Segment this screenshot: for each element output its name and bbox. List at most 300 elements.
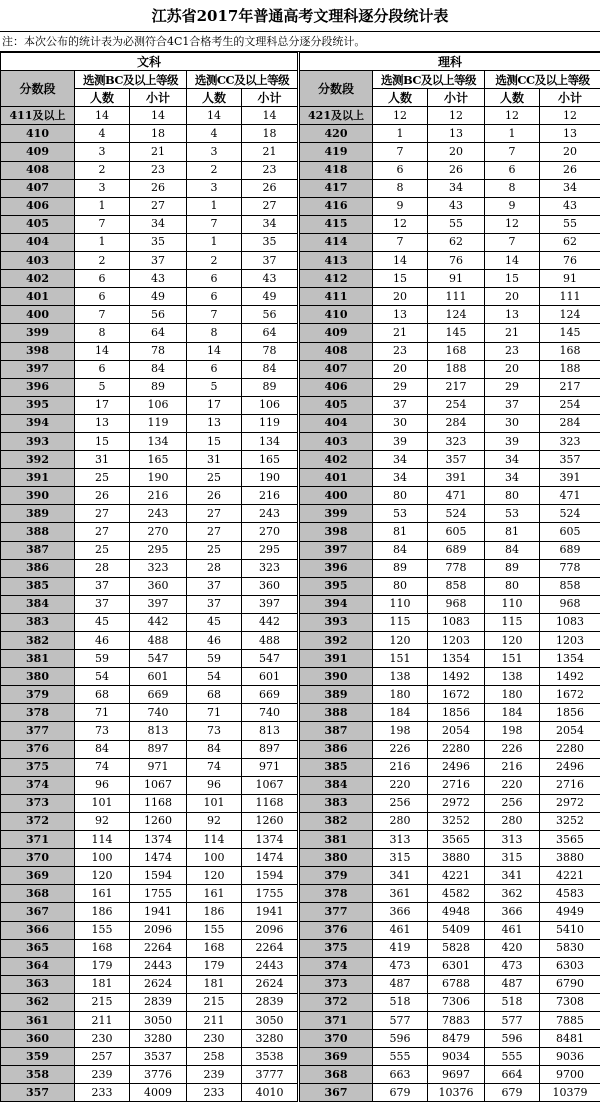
wen-cc-count-cell: 84 bbox=[187, 740, 242, 758]
wen-cc-count-cell: 14 bbox=[187, 342, 242, 360]
wen-cc-cum-cell: 2624 bbox=[242, 975, 299, 993]
li-cc-cum-cell: 357 bbox=[540, 451, 600, 469]
wen-cc-cum-cell: 34 bbox=[242, 215, 299, 233]
li-cc-count-cell: 596 bbox=[485, 1030, 540, 1048]
table-row bbox=[1, 1084, 600, 1102]
wen-bc-count-cell: 155 bbox=[75, 921, 130, 939]
li-segment-cell: 398 bbox=[299, 523, 373, 541]
li-bc-count-cell: 8 bbox=[373, 179, 428, 197]
li-bc-cum-cell: 145 bbox=[428, 324, 485, 342]
wen-cc-count-cell: 25 bbox=[187, 469, 242, 487]
wen-bc-count-cell: 230 bbox=[75, 1030, 130, 1048]
li-bc-count-cell: 461 bbox=[373, 921, 428, 939]
li-segment-cell: 377 bbox=[299, 903, 373, 921]
wen-segment-cell: 362 bbox=[1, 993, 75, 1011]
table-row bbox=[1, 577, 600, 595]
li-cc-count-cell: 341 bbox=[485, 867, 540, 885]
wen-cc-cum-cell: 3050 bbox=[242, 1011, 299, 1029]
li-cc-count-cell: 6 bbox=[485, 161, 540, 179]
table-row bbox=[1, 740, 600, 758]
wen-cc-count-cell: 14 bbox=[187, 107, 242, 125]
li-cc-cum-cell: 188 bbox=[540, 360, 600, 378]
li-cc-cum-cell: 1672 bbox=[540, 686, 600, 704]
wen-segment-cell: 406 bbox=[1, 197, 75, 215]
wen-cc-count-cell: 6 bbox=[187, 288, 242, 306]
wen-bc-count-cell: 74 bbox=[75, 758, 130, 776]
wen-cc-cum-cell: 295 bbox=[242, 541, 299, 559]
li-cc-count-cell: 138 bbox=[485, 668, 540, 686]
li-cc-cum-cell: 2280 bbox=[540, 740, 600, 758]
li-bc-count-cell: 256 bbox=[373, 794, 428, 812]
li-segment-cell: 382 bbox=[299, 812, 373, 830]
li-cc-cum-cell: 43 bbox=[540, 197, 600, 215]
li-bc-count-cell: 361 bbox=[373, 885, 428, 903]
li-bc-count-cell: 29 bbox=[373, 378, 428, 396]
li-bc-cum-cell: 111 bbox=[428, 288, 485, 306]
li-bc-count-cell: 180 bbox=[373, 686, 428, 704]
wen-bc-count-cell: 233 bbox=[75, 1084, 130, 1102]
wen-cc-count-cell: 46 bbox=[187, 632, 242, 650]
table-row bbox=[1, 233, 600, 251]
wen-bc-count-cell: 96 bbox=[75, 776, 130, 794]
wen-bc-count-cell: 37 bbox=[75, 577, 130, 595]
li-bc-cum-cell: 9034 bbox=[428, 1048, 485, 1066]
table-row bbox=[1, 161, 600, 179]
wen-segment-cell: 382 bbox=[1, 632, 75, 650]
wen-cc-cum-cell: 78 bbox=[242, 342, 299, 360]
wen-cc-cum-cell: 216 bbox=[242, 487, 299, 505]
wen-cc-cum-cell: 1941 bbox=[242, 903, 299, 921]
wen-cc-cum-cell: 1594 bbox=[242, 867, 299, 885]
li-segment-cell: 379 bbox=[299, 867, 373, 885]
li-cc-cum-cell: 62 bbox=[540, 233, 600, 251]
li-bc-cum-cell: 254 bbox=[428, 396, 485, 414]
li-bc-cum-cell: 689 bbox=[428, 541, 485, 559]
li-bc-cum-cell: 4582 bbox=[428, 885, 485, 903]
wen-cc-cum-cell: 134 bbox=[242, 432, 299, 450]
li-bc-count-cell: 184 bbox=[373, 704, 428, 722]
li-cc-cum-cell: 3252 bbox=[540, 812, 600, 830]
wen-bc-cum-cell: 360 bbox=[130, 577, 187, 595]
wen-bc-count-cell: 168 bbox=[75, 939, 130, 957]
wen-cc-cum-cell: 1168 bbox=[242, 794, 299, 812]
li-segment-cell: 414 bbox=[299, 233, 373, 251]
li-bc-cum-cell: 62 bbox=[428, 233, 485, 251]
wen-bc-cum-cell: 26 bbox=[130, 179, 187, 197]
wen-bc-cum-cell: 119 bbox=[130, 414, 187, 432]
wen-segment-cell: 384 bbox=[1, 595, 75, 613]
wen-bc-cum-cell: 1755 bbox=[130, 885, 187, 903]
li-bc-header: 选测BC及以上等级 bbox=[373, 71, 485, 89]
li-bc-cum-cell: 968 bbox=[428, 595, 485, 613]
li-cc-count-cell: 37 bbox=[485, 396, 540, 414]
li-bc-count-cell: 473 bbox=[373, 957, 428, 975]
wen-cc-cum-cell: 2839 bbox=[242, 993, 299, 1011]
wen-segment-cell: 373 bbox=[1, 794, 75, 812]
li-segment-cell: 418 bbox=[299, 161, 373, 179]
li-bc-count-cell: 15 bbox=[373, 270, 428, 288]
wen-cc-cum-cell: 56 bbox=[242, 306, 299, 324]
li-segment-cell: 410 bbox=[299, 306, 373, 324]
table-row bbox=[1, 595, 600, 613]
table-row bbox=[1, 559, 600, 577]
li-cc-cum-cell: 7885 bbox=[540, 1011, 600, 1029]
wen-cc-cum-cell: 165 bbox=[242, 451, 299, 469]
wen-cc-count-cell: 161 bbox=[187, 885, 242, 903]
wen-cc-count-cell: 258 bbox=[187, 1048, 242, 1066]
li-bc-cum-cell: 6788 bbox=[428, 975, 485, 993]
li-segment-cell: 400 bbox=[299, 487, 373, 505]
li-bc-count-cell: 341 bbox=[373, 867, 428, 885]
li-cc-cum-cell: 9036 bbox=[540, 1048, 600, 1066]
wen-bc-cum-cell: 2624 bbox=[130, 975, 187, 993]
li-segment-cell: 367 bbox=[299, 1084, 373, 1102]
table-row bbox=[1, 107, 600, 125]
page-title: 江苏省2017年普通高考文理科逐分段统计表 bbox=[0, 0, 600, 32]
wen-bc-count-cell: 25 bbox=[75, 541, 130, 559]
wen-cc-cum-cell: 1474 bbox=[242, 849, 299, 867]
wen-cc-count-cell: 3 bbox=[187, 179, 242, 197]
wen-bc-cum-cell: 3537 bbox=[130, 1048, 187, 1066]
wen-bc-cum-cell: 43 bbox=[130, 270, 187, 288]
li-bc-count-cell: 151 bbox=[373, 650, 428, 668]
li-bc-cum-cell: 778 bbox=[428, 559, 485, 577]
li-cc-count-cell: 220 bbox=[485, 776, 540, 794]
wen-bc-cum-cell: 23 bbox=[130, 161, 187, 179]
wen-segment-cell: 378 bbox=[1, 704, 75, 722]
wen-cc-cum-cell: 84 bbox=[242, 360, 299, 378]
wen-cc-count-cell: 5 bbox=[187, 378, 242, 396]
li-bc-count-cell: 80 bbox=[373, 577, 428, 595]
li-cc-count-cell: 664 bbox=[485, 1066, 540, 1084]
wen-bc-header: 选测BC及以上等级 bbox=[75, 71, 187, 89]
li-segment-cell: 420 bbox=[299, 125, 373, 143]
li-cc-count-cell: 34 bbox=[485, 451, 540, 469]
li-bc-count-cell: 198 bbox=[373, 722, 428, 740]
li-bc-count-cell: 9 bbox=[373, 197, 428, 215]
li-bc-cum-cell: 3880 bbox=[428, 849, 485, 867]
wen-cc-count-cell: 3 bbox=[187, 143, 242, 161]
wen-segment-header: 分数段 bbox=[1, 71, 75, 107]
table-row bbox=[1, 451, 600, 469]
table-row bbox=[1, 794, 600, 812]
wen-bc-cum-cell: 3050 bbox=[130, 1011, 187, 1029]
wen-cc-cum-cell: 897 bbox=[242, 740, 299, 758]
li-bc-count-cell: 21 bbox=[373, 324, 428, 342]
wen-bc-cum-cell: 270 bbox=[130, 523, 187, 541]
li-cc-count-cell: 39 bbox=[485, 432, 540, 450]
li-cc-count-cell: 80 bbox=[485, 577, 540, 595]
li-bc-count-cell: 84 bbox=[373, 541, 428, 559]
wen-bc-count-cell: 25 bbox=[75, 469, 130, 487]
li-bc-cum-cell: 3565 bbox=[428, 831, 485, 849]
wen-bc-cum-cell: 134 bbox=[130, 432, 187, 450]
wen-cc-cum-cell: 547 bbox=[242, 650, 299, 668]
wen-cc-count-cell: 17 bbox=[187, 396, 242, 414]
wen-bc-count-cell: 27 bbox=[75, 523, 130, 541]
li-cc-count-cell: 9 bbox=[485, 197, 540, 215]
wen-cc-cum-header: 小计 bbox=[242, 89, 299, 107]
li-segment-cell: 409 bbox=[299, 324, 373, 342]
li-segment-cell: 411 bbox=[299, 288, 373, 306]
li-bc-count-cell: 53 bbox=[373, 505, 428, 523]
li-cc-count-cell: 23 bbox=[485, 342, 540, 360]
wen-bc-cum-cell: 2443 bbox=[130, 957, 187, 975]
li-bc-cum-cell: 168 bbox=[428, 342, 485, 360]
wen-bc-count-cell: 59 bbox=[75, 650, 130, 668]
wen-cc-count-cell: 114 bbox=[187, 831, 242, 849]
li-bc-cum-cell: 2054 bbox=[428, 722, 485, 740]
wen-cc-cum-cell: 1374 bbox=[242, 831, 299, 849]
li-cc-cum-cell: 5410 bbox=[540, 921, 600, 939]
li-segment-cell: 403 bbox=[299, 432, 373, 450]
wen-cc-cum-cell: 21 bbox=[242, 143, 299, 161]
li-cc-cum-cell: 20 bbox=[540, 143, 600, 161]
li-segment-cell: 419 bbox=[299, 143, 373, 161]
li-cc-cum-cell: 2496 bbox=[540, 758, 600, 776]
table-row bbox=[1, 1011, 600, 1029]
li-bc-cum-cell: 2280 bbox=[428, 740, 485, 758]
wen-segment-cell: 393 bbox=[1, 432, 75, 450]
wen-bc-count-cell: 15 bbox=[75, 432, 130, 450]
wen-cc-cum-cell: 23 bbox=[242, 161, 299, 179]
wen-cc-cum-cell: 397 bbox=[242, 595, 299, 613]
li-segment-cell: 372 bbox=[299, 993, 373, 1011]
wen-bc-cum-cell: 4009 bbox=[130, 1084, 187, 1102]
li-cc-cum-cell: 6790 bbox=[540, 975, 600, 993]
wen-bc-cum-cell: 190 bbox=[130, 469, 187, 487]
table-row bbox=[1, 469, 600, 487]
li-segment-cell: 375 bbox=[299, 939, 373, 957]
li-bc-cum-cell: 524 bbox=[428, 505, 485, 523]
li-bc-count-cell: 110 bbox=[373, 595, 428, 613]
wen-segment-cell: 399 bbox=[1, 324, 75, 342]
wen-cc-cum-cell: 740 bbox=[242, 704, 299, 722]
wen-bc-cum-cell: 971 bbox=[130, 758, 187, 776]
li-segment-cell: 396 bbox=[299, 559, 373, 577]
wen-cc-cum-cell: 4010 bbox=[242, 1084, 299, 1102]
li-segment-cell: 408 bbox=[299, 342, 373, 360]
li-bc-cum-cell: 605 bbox=[428, 523, 485, 541]
wen-segment-cell: 397 bbox=[1, 360, 75, 378]
li-cc-cum-cell: 2972 bbox=[540, 794, 600, 812]
li-bc-cum-cell: 357 bbox=[428, 451, 485, 469]
wen-cc-cum-cell: 18 bbox=[242, 125, 299, 143]
wen-bc-cum-cell: 78 bbox=[130, 342, 187, 360]
li-cc-cum-cell: 26 bbox=[540, 161, 600, 179]
li-cc-count-cell: 151 bbox=[485, 650, 540, 668]
wen-segment-cell: 390 bbox=[1, 487, 75, 505]
table-row bbox=[1, 197, 600, 215]
li-cc-cum-cell: 1354 bbox=[540, 650, 600, 668]
table-row bbox=[1, 432, 600, 450]
table-row bbox=[1, 270, 600, 288]
li-bc-cum-cell: 20 bbox=[428, 143, 485, 161]
wen-cc-header: 选测CC及以上等级 bbox=[187, 71, 299, 89]
wen-segment-cell: 407 bbox=[1, 179, 75, 197]
li-bc-count-cell: 6 bbox=[373, 161, 428, 179]
li-cc-count-cell: 280 bbox=[485, 812, 540, 830]
li-cc-count-cell: 8 bbox=[485, 179, 540, 197]
wen-cc-cum-cell: 3280 bbox=[242, 1030, 299, 1048]
li-cc-cum-cell: 4583 bbox=[540, 885, 600, 903]
wen-segment-cell: 367 bbox=[1, 903, 75, 921]
li-bc-cum-cell: 188 bbox=[428, 360, 485, 378]
li-bc-count-cell: 679 bbox=[373, 1084, 428, 1102]
table-row bbox=[1, 632, 600, 650]
score-table bbox=[0, 52, 600, 1102]
li-segment-cell: 392 bbox=[299, 632, 373, 650]
li-segment-cell: 399 bbox=[299, 505, 373, 523]
li-segment-cell: 417 bbox=[299, 179, 373, 197]
li-bc-cum-cell: 1083 bbox=[428, 613, 485, 631]
wen-segment-cell: 377 bbox=[1, 722, 75, 740]
table-row bbox=[1, 378, 600, 396]
li-bc-cum-cell: 471 bbox=[428, 487, 485, 505]
wen-cc-cum-cell: 119 bbox=[242, 414, 299, 432]
table-row bbox=[1, 215, 600, 233]
li-bc-count-cell: 518 bbox=[373, 993, 428, 1011]
li-segment-cell: 368 bbox=[299, 1066, 373, 1084]
li-bc-count-cell: 1 bbox=[373, 125, 428, 143]
li-bc-cum-cell: 284 bbox=[428, 414, 485, 432]
wen-bc-count-cell: 179 bbox=[75, 957, 130, 975]
li-segment-cell: 412 bbox=[299, 270, 373, 288]
li-segment-cell: 390 bbox=[299, 668, 373, 686]
wen-segment-cell: 403 bbox=[1, 252, 75, 270]
table-row bbox=[1, 668, 600, 686]
li-cc-count-cell: 473 bbox=[485, 957, 540, 975]
li-cc-cum-cell: 284 bbox=[540, 414, 600, 432]
li-cc-cum-cell: 124 bbox=[540, 306, 600, 324]
li-segment-cell: 416 bbox=[299, 197, 373, 215]
wen-bc-count-cell: 6 bbox=[75, 288, 130, 306]
table-row bbox=[1, 1048, 600, 1066]
wen-segment-cell: 396 bbox=[1, 378, 75, 396]
wen-cc-cum-cell: 43 bbox=[242, 270, 299, 288]
wen-segment-cell: 379 bbox=[1, 686, 75, 704]
wen-bc-cum-header: 小计 bbox=[130, 89, 187, 107]
wen-cc-count-cell: 233 bbox=[187, 1084, 242, 1102]
li-cc-cum-cell: 323 bbox=[540, 432, 600, 450]
li-cc-count-cell: 115 bbox=[485, 613, 540, 631]
li-cc-cum-cell: 391 bbox=[540, 469, 600, 487]
wen-segment-cell: 370 bbox=[1, 849, 75, 867]
wen-cc-count-cell: 211 bbox=[187, 1011, 242, 1029]
li-bc-count-cell: 419 bbox=[373, 939, 428, 957]
wen-cc-count-cell: 179 bbox=[187, 957, 242, 975]
wen-cc-count-cell: 6 bbox=[187, 270, 242, 288]
wen-cc-count-cell: 2 bbox=[187, 252, 242, 270]
wen-cc-cum-cell: 64 bbox=[242, 324, 299, 342]
li-cc-cum-cell: 13 bbox=[540, 125, 600, 143]
table-row bbox=[1, 414, 600, 432]
li-segment-cell: 376 bbox=[299, 921, 373, 939]
table-row bbox=[1, 650, 600, 668]
wen-cc-cum-cell: 49 bbox=[242, 288, 299, 306]
wen-bc-count-cell: 101 bbox=[75, 794, 130, 812]
wen-cc-cum-cell: 35 bbox=[242, 233, 299, 251]
li-bc-count-cell: 366 bbox=[373, 903, 428, 921]
wen-bc-cum-cell: 89 bbox=[130, 378, 187, 396]
wen-segment-cell: 391 bbox=[1, 469, 75, 487]
table-row bbox=[1, 921, 600, 939]
wen-bc-cum-cell: 106 bbox=[130, 396, 187, 414]
li-bc-count-cell: 596 bbox=[373, 1030, 428, 1048]
wen-cc-count-cell: 73 bbox=[187, 722, 242, 740]
li-cc-count-cell: 184 bbox=[485, 704, 540, 722]
li-bc-count-cell: 138 bbox=[373, 668, 428, 686]
li-segment-cell: 406 bbox=[299, 378, 373, 396]
li-segment-cell: 383 bbox=[299, 794, 373, 812]
wen-segment-cell: 410 bbox=[1, 125, 75, 143]
li-segment-cell: 369 bbox=[299, 1048, 373, 1066]
wen-cc-count-cell: 68 bbox=[187, 686, 242, 704]
wen-bc-count-cell: 31 bbox=[75, 451, 130, 469]
wen-bc-cum-cell: 2096 bbox=[130, 921, 187, 939]
table-row bbox=[1, 812, 600, 830]
li-cc-cum-cell: 34 bbox=[540, 179, 600, 197]
li-bc-cum-cell: 5828 bbox=[428, 939, 485, 957]
wen-bc-count-cell: 71 bbox=[75, 704, 130, 722]
li-bc-cum-cell: 1492 bbox=[428, 668, 485, 686]
wen-bc-count-cell: 68 bbox=[75, 686, 130, 704]
table-row bbox=[1, 179, 600, 197]
wen-cc-count-cell: 31 bbox=[187, 451, 242, 469]
li-cc-count-cell: 29 bbox=[485, 378, 540, 396]
wen-bc-cum-cell: 34 bbox=[130, 215, 187, 233]
wen-cc-cum-cell: 360 bbox=[242, 577, 299, 595]
wen-cc-count-cell: 186 bbox=[187, 903, 242, 921]
wen-segment-cell: 408 bbox=[1, 161, 75, 179]
wen-bc-cum-cell: 27 bbox=[130, 197, 187, 215]
wen-bc-cum-cell: 740 bbox=[130, 704, 187, 722]
wen-segment-cell: 357 bbox=[1, 1084, 75, 1102]
wen-bc-cum-cell: 488 bbox=[130, 632, 187, 650]
wen-bc-count-cell: 14 bbox=[75, 107, 130, 125]
wen-cc-count-cell: 13 bbox=[187, 414, 242, 432]
table-row bbox=[1, 903, 600, 921]
li-segment-cell: 402 bbox=[299, 451, 373, 469]
li-cc-cum-cell: 7308 bbox=[540, 993, 600, 1011]
wen-segment-cell: 387 bbox=[1, 541, 75, 559]
wen-cc-count-cell: 54 bbox=[187, 668, 242, 686]
wen-cc-cum-cell: 26 bbox=[242, 179, 299, 197]
wen-segment-cell: 385 bbox=[1, 577, 75, 595]
li-bc-cum-cell: 26 bbox=[428, 161, 485, 179]
wen-bc-cum-cell: 3776 bbox=[130, 1066, 187, 1084]
li-bc-cum-cell: 7883 bbox=[428, 1011, 485, 1029]
li-segment-cell: 380 bbox=[299, 849, 373, 867]
wen-cc-count-cell: 215 bbox=[187, 993, 242, 1011]
wen-cc-count-cell: 92 bbox=[187, 812, 242, 830]
li-cc-cum-cell: 605 bbox=[540, 523, 600, 541]
li-cc-count-cell: 30 bbox=[485, 414, 540, 432]
li-cc-count-cell: 362 bbox=[485, 885, 540, 903]
li-bc-count-cell: 39 bbox=[373, 432, 428, 450]
wen-bc-cum-cell: 49 bbox=[130, 288, 187, 306]
li-cc-count-cell: 198 bbox=[485, 722, 540, 740]
wen-bc-cum-cell: 2839 bbox=[130, 993, 187, 1011]
wen-bc-cum-cell: 165 bbox=[130, 451, 187, 469]
wen-bc-cum-cell: 3280 bbox=[130, 1030, 187, 1048]
wen-cc-count-cell: 27 bbox=[187, 505, 242, 523]
li-cc-count-cell: 120 bbox=[485, 632, 540, 650]
wen-bc-count-cell: 161 bbox=[75, 885, 130, 903]
wen-segment-cell: 361 bbox=[1, 1011, 75, 1029]
li-cc-count-cell: 15 bbox=[485, 270, 540, 288]
li-bc-cum-cell: 76 bbox=[428, 252, 485, 270]
